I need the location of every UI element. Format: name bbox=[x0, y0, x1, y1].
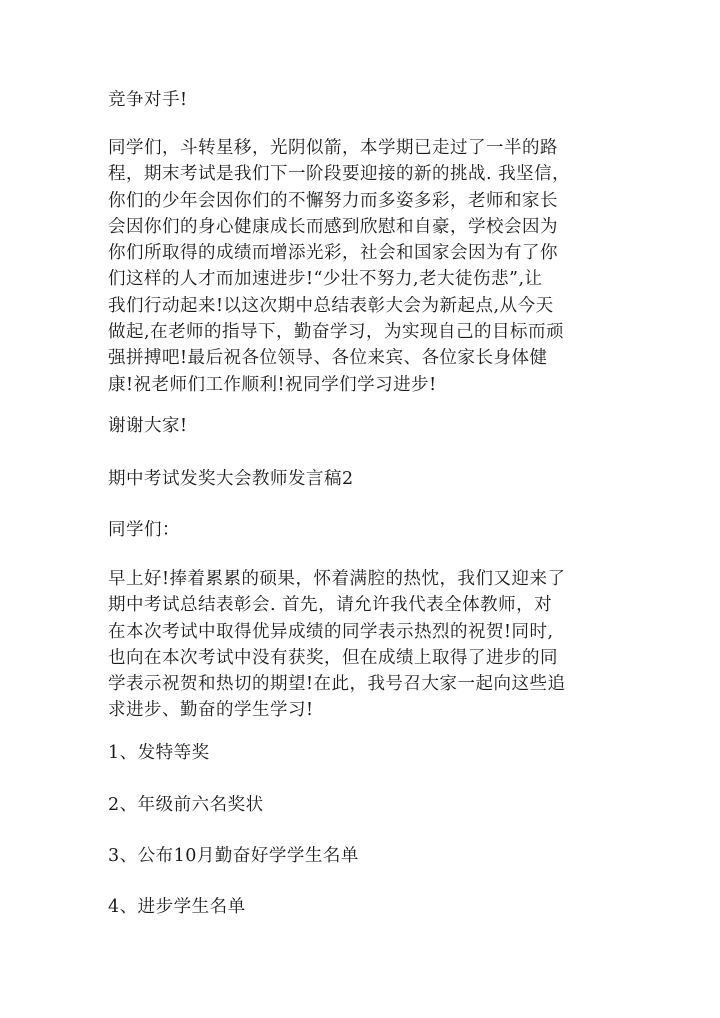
section-title: 期中考试发奖大会教师发言稿2 bbox=[108, 469, 354, 489]
paragraph-line: 程，期末考试是我们下一阶段要迎接的新的挑战. 我坚信， bbox=[108, 164, 571, 185]
closing-line: 竞争对手! bbox=[108, 90, 188, 110]
paragraph-opening bbox=[108, 566, 608, 724]
paragraph-line: 求进步、勤奋的学生学习! bbox=[108, 700, 314, 721]
paragraph-line: 你们的少年会因你们的不懈努力而多姿多彩，老师和家长 bbox=[108, 190, 558, 211]
paragraph-line: 期中考试总结表彰会. 首先，请允许我代表全体教师，对 bbox=[108, 595, 553, 616]
agenda-item-4: 4、进步学生名单 bbox=[108, 897, 246, 917]
greeting: 同学们： bbox=[108, 520, 180, 540]
paragraph-line: 同学们，斗转星移，光阴似箭，本学期已走过了一半的路 bbox=[108, 138, 558, 158]
agenda-item-2: 2、年级前六名奖状 bbox=[108, 795, 264, 815]
paragraph-line: 早上好!捧着累累的硕果，怀着满腔的热忱，我们又迎来了 bbox=[108, 569, 566, 589]
paragraph-encouragement bbox=[108, 135, 608, 398]
paragraph-line: 做起,在老师的指导下，勤奋学习，为实现自己的目标而顽 bbox=[108, 322, 565, 343]
paragraph-line: 会因你们的身心健康成长而感到欣慰和自豪，学校会因为 bbox=[108, 216, 558, 237]
paragraph-line: 康!祝老师们工作顺利!祝同学们学习进步! bbox=[108, 374, 437, 395]
paragraph-line: 学表示祝贺和热切的期望!在此，我号召大家一起向这些追 bbox=[108, 674, 566, 695]
thanks-line: 谢谢大家! bbox=[108, 416, 188, 436]
agenda-item-1: 1、发特等奖 bbox=[108, 743, 210, 763]
agenda-item-3: 3、公布10月勤奋好学学生名单 bbox=[108, 846, 359, 866]
paragraph-line: 们这样的人才而加速进步!“少壮不努力,老大徒伤悲”,让 bbox=[108, 269, 543, 290]
paragraph-line: 在本次考试中取得优异成绩的同学表示热烈的祝贺!同时, bbox=[108, 621, 554, 642]
paragraph-line: 我们行动起来!以这次期中总结表彰大会为新起点,从今天 bbox=[108, 295, 554, 316]
paragraph-line: 强拼搏吧!最后祝各位领导、各位来宾、各位家长身体健 bbox=[108, 348, 548, 369]
paragraph-line: 也向在本次考试中没有获奖，但在成绩上取得了进步的同 bbox=[108, 647, 558, 668]
paragraph-line: 你们所取得的成绩而增添光彩，社会和国家会因为有了你 bbox=[108, 243, 558, 264]
